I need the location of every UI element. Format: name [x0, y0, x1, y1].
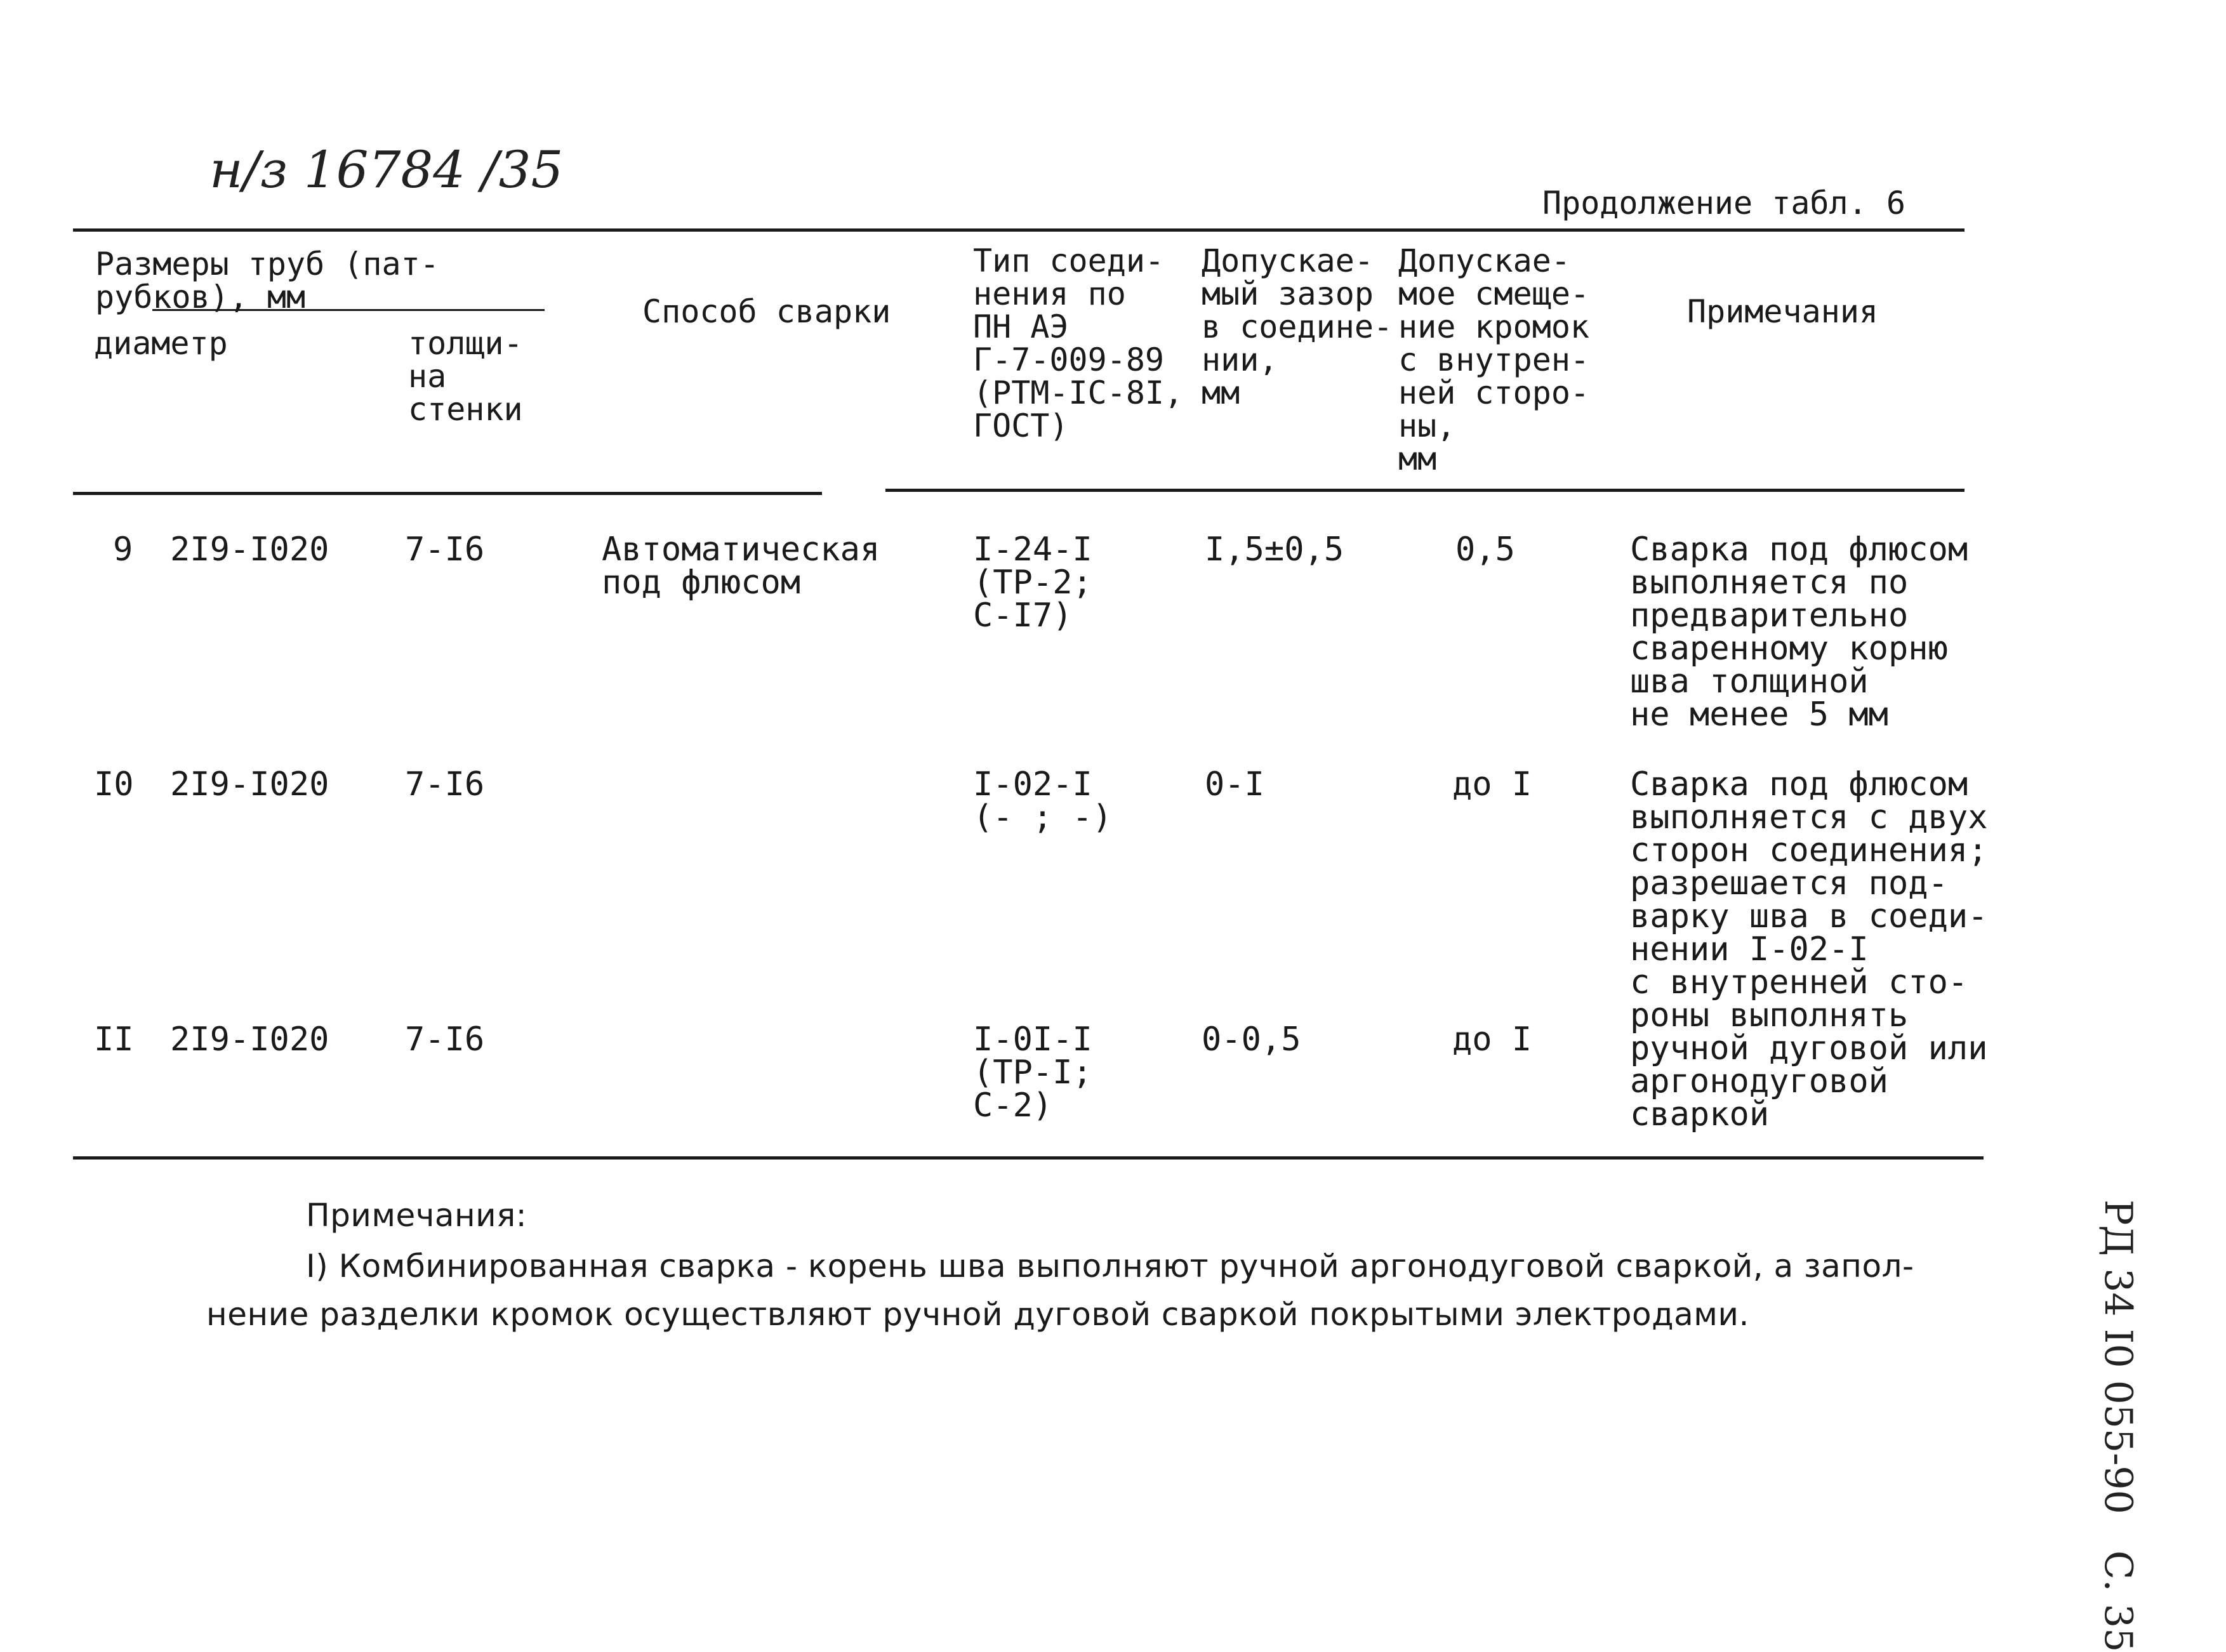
- document-reference-vertical: РД 34 I0 055-90 С. 35: [2096, 1199, 2140, 1652]
- row-9-method: Автоматическая под флюсом: [602, 531, 880, 602]
- row-9-wall: 7-I6: [405, 531, 485, 569]
- header-wall-thickness: толщи- на стенки: [408, 325, 523, 428]
- row-11-number: II: [94, 1021, 134, 1059]
- table-bottom-rule: [73, 1156, 1984, 1160]
- row-9-diameter: 2I9-I020: [170, 531, 329, 569]
- row-10-wall: 7-I6: [405, 765, 485, 803]
- row-9-number: 9: [113, 531, 133, 569]
- row-10-offset: до I: [1452, 765, 1532, 803]
- header-welding-method: Способ сварки: [642, 293, 891, 330]
- table-continuation-caption: Продолжение табл. 6: [1542, 185, 1905, 221]
- header-bottom-rule-left: [73, 492, 822, 495]
- header-joint-type: Тип соеди- нения по ПН АЭ Г-7-009-89 (РТМ-IС-8I, ГОСТ): [973, 242, 1184, 444]
- row-10-diameter: 2I9-I020: [170, 765, 329, 803]
- table-top-rule: [73, 228, 1964, 232]
- row-10-note: Сварка под флюсом выполняется с двух сторон соединения; разрешается под- варку шва в соеди- нении I-02-I с внутренней сто- роны выполнять ручной дуговой или аргонодуговой сваркой: [1630, 765, 1988, 1133]
- header-edge-offset: Допускае- мое смеще- ние кромок с внутрен- ней сторо- ны, мм: [1398, 242, 1590, 477]
- header-diameter: диаметр: [94, 325, 228, 362]
- row-11-diameter: 2I9-I020: [170, 1021, 329, 1059]
- header-pipe-sizes: Размеры труб (пат- рубков), мм: [95, 246, 439, 315]
- row-10-joint-type: I-02-I (- ; -): [973, 765, 1113, 836]
- row-9-gap: I,5±0,5: [1205, 531, 1344, 569]
- notes-heading: Примечания:: [306, 1197, 527, 1234]
- notes-line-1: I) Комбинированная сварка - корень шва выполняют ручной аргонодуговой сваркой, а запол-: [306, 1248, 1914, 1285]
- row-10-number: I0: [94, 765, 134, 803]
- handwritten-reference: н/з 16784 /35: [209, 140, 564, 199]
- header-bottom-rule-right: [885, 489, 1964, 492]
- header-gap: Допускае- мый зазор в соедине- нии, мм: [1202, 242, 1393, 411]
- row-9-joint-type: I-24-I (ТР-2; С-I7): [973, 531, 1092, 635]
- row-10-gap: 0-I: [1205, 765, 1264, 803]
- row-11-offset: до I: [1452, 1021, 1532, 1059]
- row-9-note: Сварка под флюсом выполняется по предварительно сваренному корню шва толщиной не менее 5 мм: [1630, 531, 1968, 734]
- row-11-gap: 0-0,5: [1202, 1021, 1301, 1059]
- header-notes: Примечания: [1687, 293, 1879, 330]
- row-9-offset: 0,5: [1455, 531, 1515, 569]
- notes-line-2: нение разделки кромок осуществляют ручной дуговой сваркой покрытыми электродами.: [206, 1296, 1749, 1333]
- row-11-wall: 7-I6: [405, 1021, 485, 1059]
- row-11-joint-type: I-0I-I (ТР-I; С-2): [973, 1021, 1092, 1125]
